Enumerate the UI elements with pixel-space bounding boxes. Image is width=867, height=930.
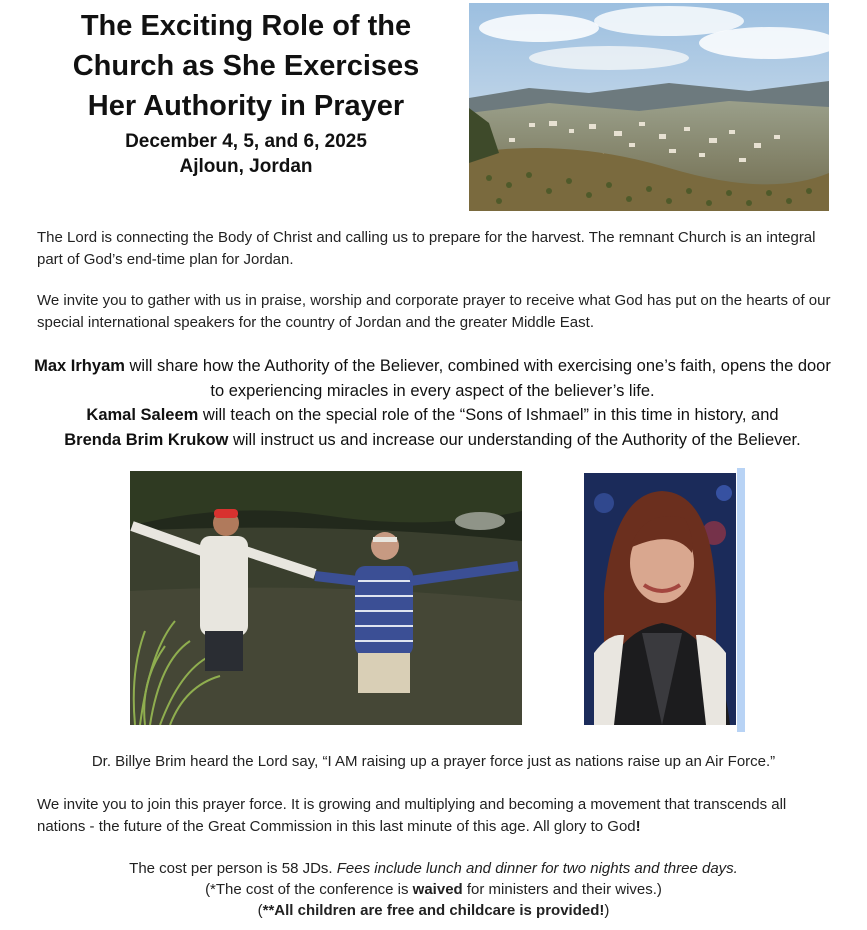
speakers-paragraph [25,354,840,452]
ajloun-landscape-photo [469,3,829,211]
intro-paragraph-1: The Lord is connecting the Body of Christ and calling us to prepare for the harvest. The remnant Church is an integral part of God’s end-time plan for Jordan. [37,229,816,268]
speaker-desc-brenda: will instruct us and increase our understanding of the Authority of the Believer. [228,430,801,449]
cost-line-3 [0,900,867,921]
cost-waiver-pre: (*The cost of the conference is [205,881,413,898]
event-location: Ajloun, Jordan [179,156,313,177]
speaker-desc-max: will share how the Authority of the Believer, combined with exercising one’s faith, opens the door to experiencing miracles in every aspect of the believer’s life. [124,357,831,400]
speaker-portrait-photo [584,473,736,725]
intro-paragraph-2: We invite you to gather with us in praise, worship and corporate prayer to receive what God has put on the hearts of our special international speakers for the country of Jordan and the greater Middle East. [37,292,831,331]
event-title-line-2: Church as She Exercises [72,50,420,82]
closing-exclamation: ! [635,818,641,835]
speaker-name-brenda: Brenda Brim Krukow [64,430,229,449]
closing-text: We invite you to join this prayer force. It is growing and multiplying and becoming a movement that transcends all nations - the future of the Great Commission in this last minute of this age. All glory to God [37,796,787,835]
image-selection-edge [737,468,745,732]
river-photo-two-men [130,471,522,725]
cost-children-post: ) [604,902,610,919]
event-title-line-3: Her Authority in Prayer [87,90,405,122]
event-date: December 4, 5, and 6, 2025 [125,131,367,152]
speaker-name-kamal: Kamal Saleem [86,406,199,424]
cost-line-2 [0,879,867,900]
billye-brim-quote: Dr. Billye Brim heard the Lord say, “I AM raising up a prayer force just as nations raise up an Air Force.” [91,753,776,770]
cost-waived: waived [412,881,463,898]
cost-children-free: **All children are free and childcare is provided! [262,902,605,919]
title-block [30,6,462,179]
cost-block [0,858,867,921]
closing-paragraph [37,794,837,838]
speaker-desc-kamal: will teach on the special role of the “Sons of Ishmael” in this time in history, and [198,406,779,424]
event-title-line-1: The Exciting Role of the [80,10,412,42]
cost-line-1 [0,858,867,879]
speaker-name-max: Max Irhyam [34,357,125,375]
cost-includes: Fees include lunch and dinner for two nights and three days. [336,860,738,877]
cost-waiver-post: for ministers and their wives.) [462,881,662,898]
cost-children-pre: ( [257,902,263,919]
cost-price: The cost per person is 58 JDs. [129,860,337,877]
